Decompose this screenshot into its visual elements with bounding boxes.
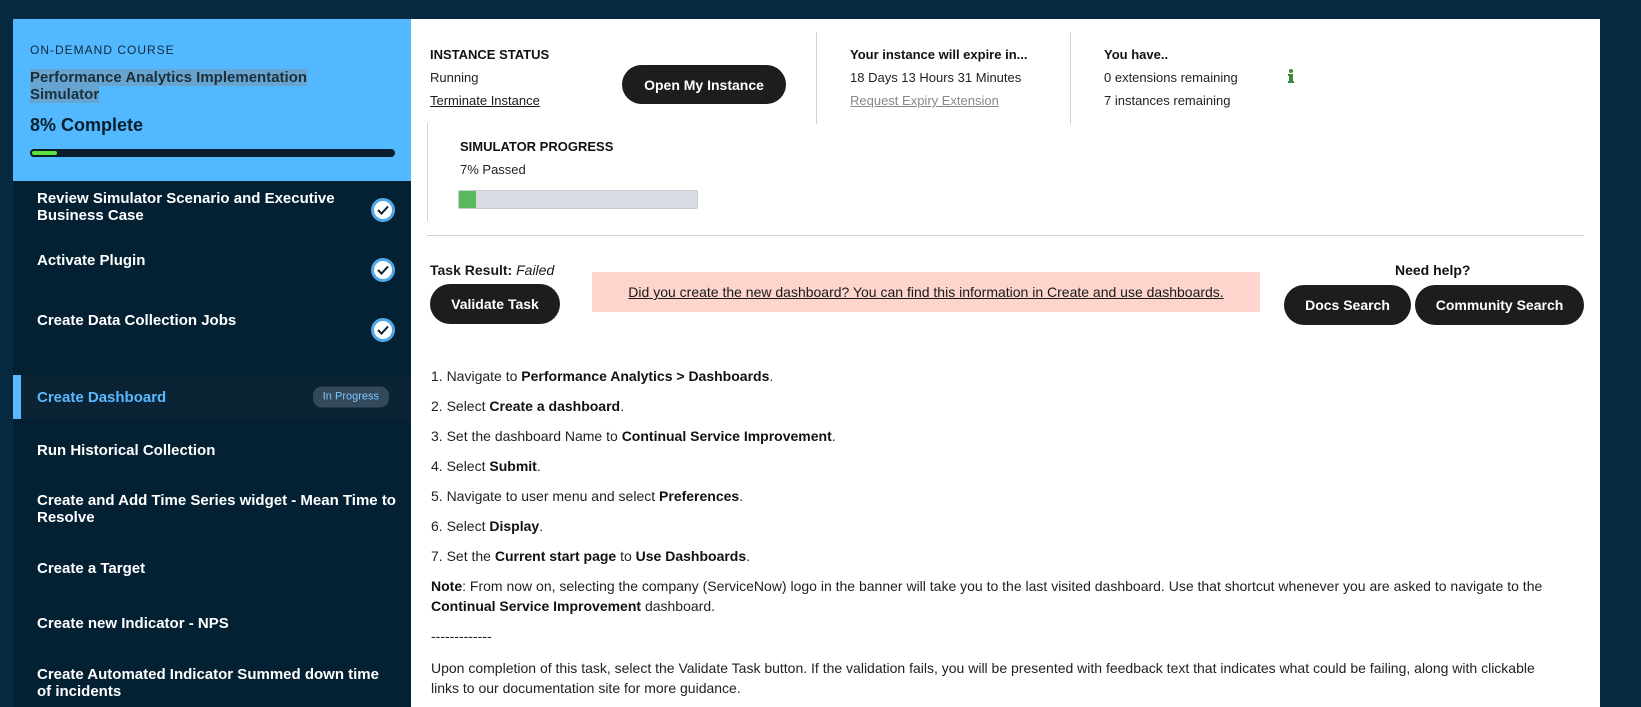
step-item-indicator-nps[interactable]: [13, 615, 411, 635]
simulator-progress-fill: [459, 191, 476, 208]
step-label: Create Data Collection Jobs: [37, 312, 237, 329]
need-help-heading: Need help?: [1395, 262, 1471, 278]
instruction-step-1: 1. Navigate to Performance Analytics > Dashboards.: [431, 368, 774, 384]
step-item-create-target[interactable]: [13, 560, 411, 580]
info-icon[interactable]: [1286, 68, 1296, 84]
step-item-time-series-widget[interactable]: [13, 492, 411, 532]
instruction-step-7: 7. Set the Current start page to Use Dashboards.: [431, 548, 751, 564]
course-type: ON-DEMAND COURSE: [30, 43, 175, 57]
expire-heading: Your instance will expire in...: [850, 47, 1028, 62]
separator: -------------: [431, 628, 492, 644]
main-panel: [411, 19, 1600, 707]
simulator-progress-heading: SIMULATOR PROGRESS: [460, 139, 614, 154]
instruction-step-2: 2. Select Create a dashboard.: [431, 398, 624, 414]
request-extension-link[interactable]: Request Expiry Extension: [850, 93, 999, 108]
status-badge: In Progress: [313, 387, 389, 408]
section-divider: [427, 235, 1584, 236]
task-result-value: Failed: [516, 262, 555, 278]
instruction-note-continued: Continual Service Improvement dashboard.: [431, 598, 716, 614]
you-have-heading: You have..: [1104, 47, 1169, 62]
instance-status-value: Running: [430, 70, 479, 85]
step-item-automated-indicator[interactable]: [13, 666, 411, 706]
step-item-activate-plugin[interactable]: [13, 252, 411, 282]
task-result: [430, 262, 554, 278]
course-title: [30, 69, 340, 103]
instruction-note: Note: From now on, selecting the company (ServiceNow) logo in the banner will take you to the last visited dashboard. Use that shortcut whenever you are asked to navigate to the: [431, 578, 1543, 594]
step-item-data-collection-jobs[interactable]: [13, 312, 411, 342]
course-progress-text: 8% Complete: [30, 115, 144, 135]
instance-status-heading: INSTANCE STATUS: [430, 47, 550, 62]
terminate-instance-link[interactable]: Terminate Instance: [430, 93, 540, 108]
step-label: Create Dashboard: [37, 388, 167, 406]
instruction-step-5: 5. Navigate to user menu and select Preferences.: [431, 488, 744, 504]
step-label: Create Automated Indicator Summed down time of incidents: [37, 666, 379, 700]
feedback-box: [592, 272, 1260, 312]
task-result-label: Task Result:: [430, 262, 513, 278]
completion-text: Upon completion of this task, select the Validate Task button. If the validation fails, you will be presented with feedback text that indicates what could be failing, along with clickable links to our documentation site for more guidance.: [431, 660, 1535, 696]
open-instance-button[interactable]: Open My Instance: [622, 65, 786, 104]
instances-remaining: 7 instances remaining: [1104, 93, 1231, 108]
step-label: Activate Plugin: [37, 252, 146, 269]
step-label: Create a Target: [37, 560, 146, 577]
feedback-link[interactable]: Did you create the new dashboard? You can find this information in Create and use dashboards.: [628, 284, 1224, 300]
check-icon: [371, 198, 395, 222]
course-header: [13, 19, 411, 181]
course-title-text: Performance Analytics Implementation Simulator: [30, 69, 308, 103]
step-label: Create new Indicator - NPS: [37, 615, 229, 632]
extensions-remaining: 0 extensions remaining: [1104, 70, 1238, 85]
course-sidebar: [13, 19, 411, 707]
divider: [1070, 32, 1071, 124]
divider: [816, 32, 817, 124]
step-item-historical-collection[interactable]: [13, 442, 411, 462]
community-search-button[interactable]: Community Search: [1415, 285, 1584, 325]
instruction-step-3: 3. Set the dashboard Name to Continual Service Improvement.: [431, 428, 836, 444]
check-icon: [371, 318, 395, 342]
simulator-passed-text: 7% Passed: [460, 162, 526, 177]
expire-value: 18 Days 13 Hours 31 Minutes: [850, 70, 1022, 85]
instruction-step-4: 4. Select Submit.: [431, 458, 541, 474]
step-label: Review Simulator Scenario and Executive Business Case: [37, 190, 335, 224]
docs-search-button[interactable]: Docs Search: [1284, 285, 1411, 325]
step-label: Run Historical Collection: [37, 442, 216, 459]
course-progress-bar: [30, 149, 395, 157]
instruction-step-6: 6. Select Display.: [431, 518, 544, 534]
divider: [427, 123, 428, 221]
check-icon: [371, 258, 395, 282]
course-progress-fill: [30, 149, 59, 157]
simulator-progress-bar: [458, 190, 698, 209]
step-item-review-scenario[interactable]: [13, 190, 411, 230]
step-item-create-dashboard[interactable]: [13, 375, 411, 419]
validate-task-button[interactable]: Validate Task: [430, 284, 560, 324]
step-label: Create and Add Time Series widget - Mean Time to Resolve: [37, 492, 396, 526]
